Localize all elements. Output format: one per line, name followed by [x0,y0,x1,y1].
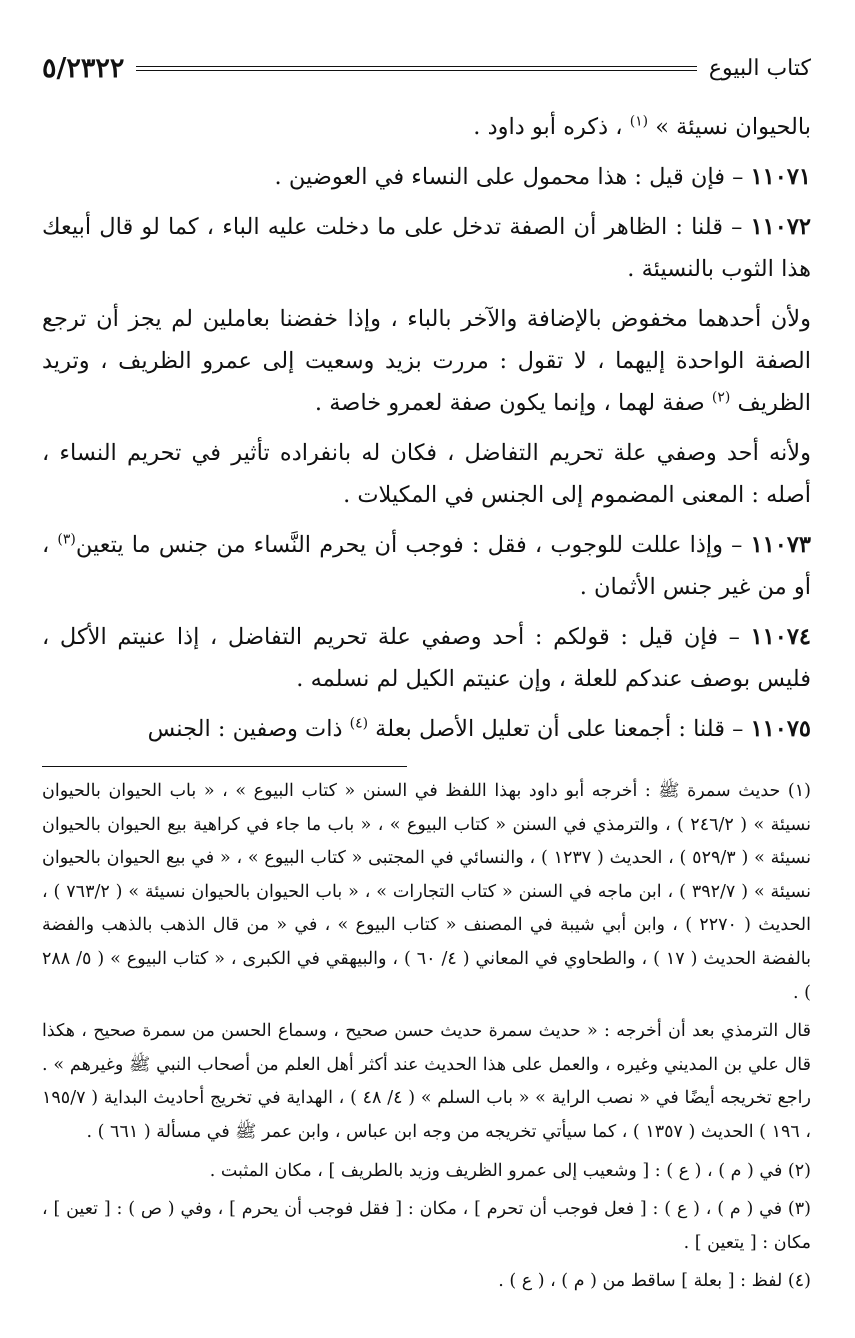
paragraph-number: ١١٠٧٥ [750,716,811,742]
paragraph-number: ١١٠٧١ [750,164,811,190]
footnotes [42,775,811,1299]
paragraph-number: ١١٠٧٢ [750,214,811,240]
footnote-ref: (٤) [349,715,369,732]
page-header [42,46,811,90]
paragraph-number: ١١٠٧٣ [750,532,811,558]
paragraph: ولأن أحدهما مخفوض بالإضافة والآخر بالباء ، وإذا خفضنا بعاملين لم يجز أن ترجع الصفة الواحدة إليهما ، لا تقول : مررت بزيد وسعيت إلى عمرو الظريف ، وتريد الظريف $^{(٢)}$ صفة لهما ، وإنما يكون صفة لعمرو خاصة . [42,306,811,416]
footnote-ref: (٣) [57,531,76,548]
footnote: (٤) لفظ : [ بعلة ] ساقط من ( م ) ، ( ع ) . [498,1271,811,1292]
paragraph: ١١٠٧١ – فإن قيل : هذا محمول على النساء في العوضين . [274,164,811,190]
paragraph: ١١٠٧٢ – قلنا : الظاهر أن الصفة تدخل على ما دخلت عليه الباء ، كما لو قال أبيعك هذا الثوب بالنسيئة . [42,214,811,282]
paragraph: ١١٠٧٤ – فإن قيل : قولكم : أحد وصفي علة تحريم التفاضل ، إذا عنيتم الأكل ، فليس بوصف عندكم للعلة ، وإن عنيتم الكيل لم نسلمه . [42,624,811,692]
footnote-separator [42,766,407,767]
paragraph: بالحيوان نسيئة » $^{(١)}$ ، ذكره أبو داود . [473,113,811,140]
header-rule [136,66,697,71]
page-number: ٥/٢٣٢٢ [42,52,125,84]
main-text [42,106,811,750]
footnote: (٣) في ( م ) ، ( ع ) : [ فعل فوجب أن تحرم ] ، مكان : [ فقل فوجب أن يحرم ] ، وفي ( ص ) : [ تعين ] ، مكان : [ يتعين ] . [42,1199,811,1253]
paragraph: ١١٠٧٥ – قلنا : أجمعنا على أن تعليل الأصل بعلة $^{(٤)}$ ذات وصفين : الجنس [147,715,811,742]
footnote: (٢) في ( م ) ، ( ع ) : [ وشعيب إلى عمرو الظريف وزيد بالطريف ] ، مكان المثبت . [209,1160,811,1181]
footnote: قال الترمذي بعد أن أخرجه : « حديث سمرة حديث حسن صحيح ، وسماع الحسن من سمرة صحيح ، هكذا قال علي بن المديني وغيره ، والعمل على هذا الحديث عند أكثر أهل العلم من أصحاب النبي ﷺ وغيرهم » . راجع تخريجه أيضًا في « نصب الراية » « باب السلم » ( ٤/ ٤٨ ) ، الهداية في تخريج أحاديث البداية ( ١٩٥/٧ ، ١٩٦ ) الحديث ( ١٣٥٧ ) ، كما سيأتي تخريجه من وجه ابن عباس ، وابن عمر ﷺ في مسألة ( ٦٦١ ) . [42,1021,811,1142]
paragraph-number: ١١٠٧٤ [750,624,811,650]
paragraph: ولأنه أحد وصفي علة تحريم التفاضل ، فكان له بانفراده تأثير في تحريم النساء ، أصله : المعنى المضموم إلى الجنس في المكيلات . [42,440,811,508]
book-title: كتاب البيوع [708,55,811,81]
paragraph: ١١٠٧٣ – وإذا عللت للوجوب ، فقل : فوجب أن يحرم النَّساء من جنس ما يتعين$^{(٣)}$ ، أو من غير جنس الأثمان . [42,531,811,600]
footnote-ref: (١) [629,113,649,130]
footnote: (١) حديث سمرة ﷺ : أخرجه أبو داود بهذا اللفظ في السنن « كتاب البيوع » ، « باب الحيوان بالحيوان نسيئة » ( ٢٤٦/٢ ) ، والترمذي في السنن « كتاب البيوع » ، « باب ما جاء في كراهية بيع الحيوان بالحيوان نسيئة » ( ٥٢٩/٣ ) ، الحديث ( ١٢٣٧ ) ، والنسائي في المجتبى « كتاب البيوع » ، « في بيع الحيوان بالحيوان نسيئة » ( ٣٩٢/٧ ) ، ابن ماجه في السنن « كتاب التجارات » ، « باب الحيوان بالحيوان نسيئة » ( ٧٦٣/٢ ) ، الحديث ( ٢٢٧٠ ) ، وابن أبي شيبة في المصنف « كتاب البيوع » ، في « من قال الذهب بالذهب والفضة بالفضة الحديث ( ١٧ ) ، والطحاوي في المعاني ( ٤/ ٦٠ ) ، والبيهقي في الكبرى ، « كتاب البيوع » ( ٥/ ٢٨٨ ) . [42,781,811,1003]
footnote-ref: (٢) [711,389,731,406]
